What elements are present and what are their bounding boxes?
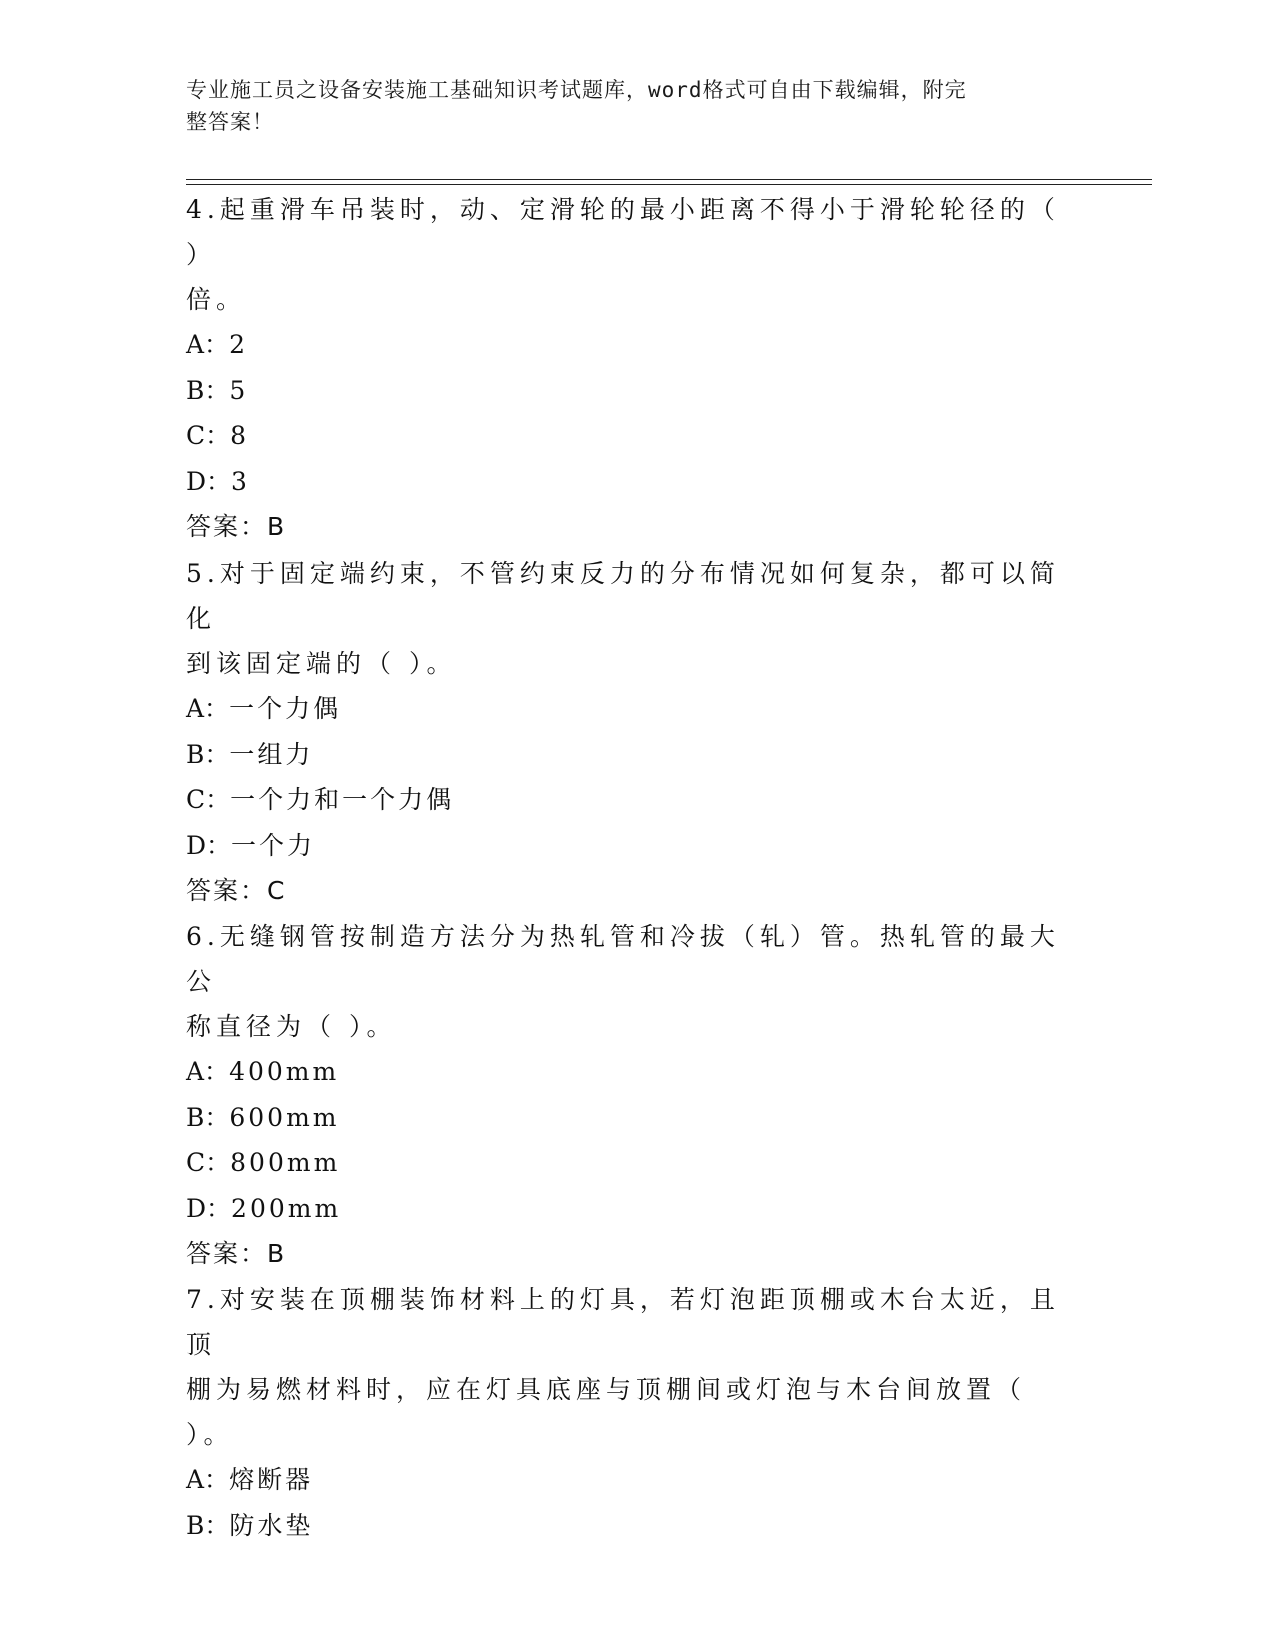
option-text: 600mm <box>229 1102 340 1132</box>
option-c <box>186 777 1066 823</box>
option-text: 熔断器 <box>229 1465 314 1494</box>
answer-line: 答案：B <box>186 512 287 541</box>
question-text-line-2: 倍。 <box>186 285 247 314</box>
option-text: 5 <box>229 375 249 405</box>
option-a <box>186 322 1066 368</box>
option-d <box>186 1186 1066 1232</box>
answer-line: 答案：C <box>186 876 287 905</box>
header-divider-top <box>186 179 1152 180</box>
question-text-line-2: 棚为易燃材料时，应在灯具底座与顶棚间或灯泡与木台间放置（ ）。 <box>186 1375 1027 1449</box>
question-text-line-2: 称直径为（ ）。 <box>186 1012 397 1041</box>
header-divider-bottom <box>186 184 1152 185</box>
question-6 <box>186 914 1066 1276</box>
option-label: A： <box>186 330 230 359</box>
question-5 <box>186 551 1066 913</box>
option-label: D： <box>186 830 232 860</box>
option-a <box>186 1457 1066 1503</box>
option-d <box>186 823 1066 869</box>
option-text: 200mm <box>231 1193 342 1223</box>
header-line-2: 整答案！ <box>186 110 274 134</box>
option-text: 防水垫 <box>229 1510 314 1540</box>
option-label: A： <box>186 1057 230 1086</box>
option-b <box>186 732 1066 778</box>
option-b <box>186 1095 1066 1141</box>
option-a <box>186 1049 1066 1095</box>
option-label: C： <box>186 1148 231 1177</box>
option-text: 800mm <box>230 1148 341 1177</box>
question-text-line-1: 6.无缝钢管按制造方法分为热轧管和冷拔（轧）管。热轧管的最大公 <box>186 922 1060 996</box>
option-text: 400mm <box>229 1057 340 1086</box>
header-line-1: 专业施工员之设备安装施工基础知识考试题库，word格式可自由下载编辑，附完 <box>186 78 967 102</box>
option-c <box>186 1140 1066 1186</box>
question-4 <box>186 187 1066 549</box>
option-text: 一个力和一个力偶 <box>230 785 455 814</box>
option-text: 一组力 <box>229 739 314 769</box>
answer-line: 答案：B <box>186 1239 287 1268</box>
option-label: A： <box>186 1465 230 1494</box>
option-label: B： <box>186 1102 230 1132</box>
option-label: B： <box>186 739 230 769</box>
question-text-line-1: 7.对安装在顶棚装饰材料上的灯具，若灯泡距顶棚或木台太近，且顶 <box>186 1285 1060 1359</box>
question-text-line-1: 5.对于固定端约束，不管约束反力的分布情况如何复杂，都可以简化 <box>186 559 1060 633</box>
option-c <box>186 413 1066 459</box>
question-text-line-2: 到该固定端的（ ）。 <box>186 649 457 678</box>
option-b <box>186 368 1066 414</box>
option-text: 3 <box>231 466 250 496</box>
option-label: C： <box>186 785 231 814</box>
option-label: B： <box>186 375 230 405</box>
option-a <box>186 686 1066 732</box>
question-text-line-1: 4.起重滑车吊装时，动、定滑轮的最小距离不得小于滑轮轮径的（ ） <box>186 195 1060 269</box>
option-label: C： <box>186 421 231 450</box>
option-text: 一个力偶 <box>229 694 342 723</box>
option-text: 一个力 <box>231 830 316 860</box>
option-label: D： <box>186 1193 232 1223</box>
option-text: 2 <box>229 330 248 359</box>
option-label: A： <box>186 694 230 723</box>
option-label: D： <box>186 466 232 496</box>
option-b <box>186 1503 1066 1549</box>
document-header <box>186 74 1066 138</box>
option-d <box>186 459 1066 505</box>
question-7 <box>186 1277 1066 1548</box>
option-text: 8 <box>230 421 250 450</box>
option-label: B： <box>186 1510 230 1540</box>
